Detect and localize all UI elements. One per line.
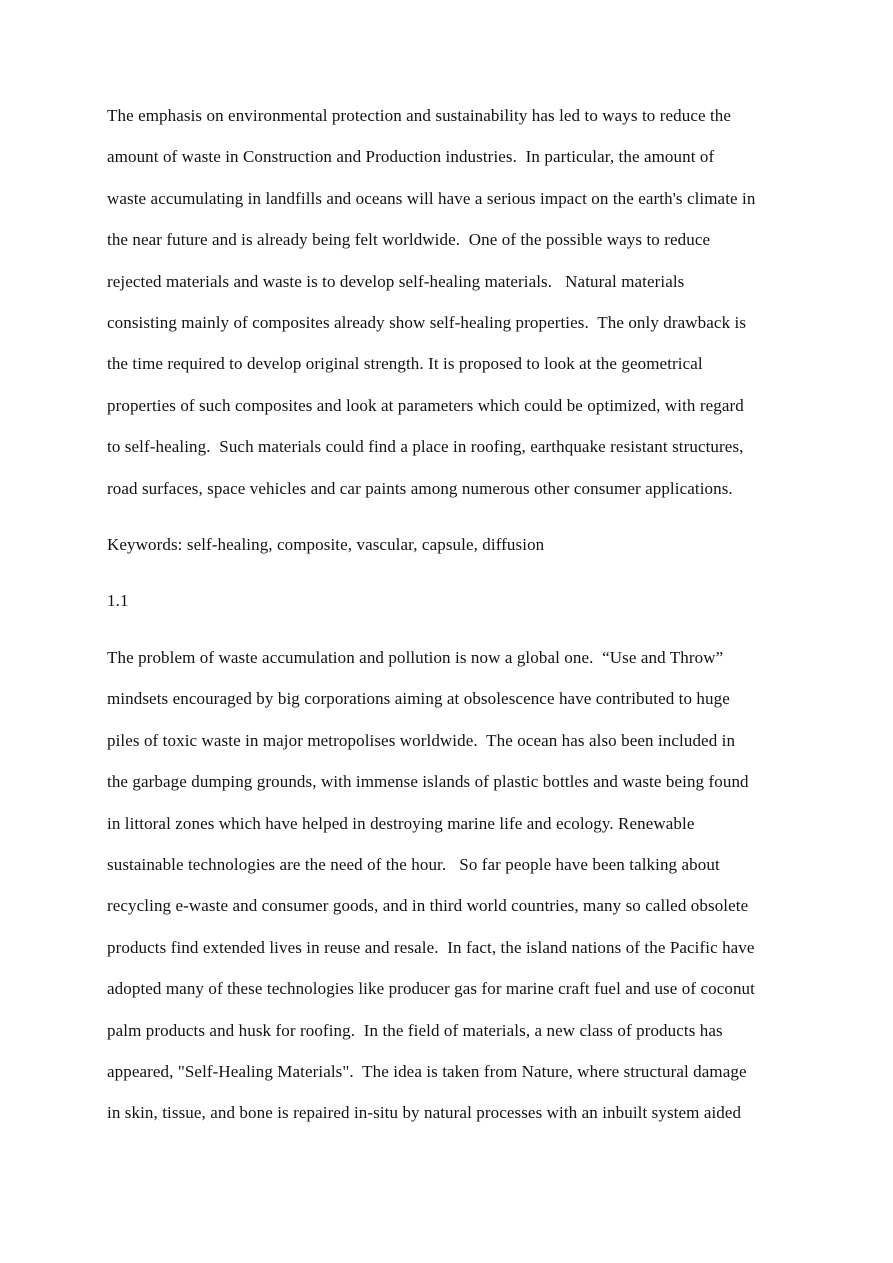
text-line: piles of toxic waste in major metropolises worldwide. The ocean has also been included in — [107, 730, 736, 750]
text-line: the garbage dumping grounds, with immense islands of plastic bottles and waste being found — [107, 772, 749, 792]
text-line: 1.1 — [107, 591, 129, 611]
text-line: products find extended lives in reuse and resale. In fact, the island nations of the Pacific have — [107, 937, 755, 957]
text-line: mindsets encouraged by big corporations aiming at obsolescence have contributed to huge — [107, 689, 730, 709]
text-line: properties of such composites and look at parameters which could be optimized, with regard — [107, 395, 744, 415]
text-line: recycling e-waste and consumer goods, and in third world countries, many so called obsolete — [107, 896, 749, 916]
abstract-paragraph — [107, 95, 797, 509]
text-line: rejected materials and waste is to develop self-healing materials. Natural materials — [107, 271, 685, 291]
keywords-line — [107, 524, 797, 565]
text-line: The emphasis on environmental protection and sustainability has led to ways to reduce the — [107, 106, 732, 125]
text-line: in littoral zones which have helped in destroying marine life and ecology. Renewable — [107, 813, 695, 833]
text-line: amount of waste in Construction and Production industries. In particular, the amount of — [107, 147, 715, 167]
document-text-content — [107, 95, 797, 1149]
text-line: sustainable technologies are the need of the hour. So far people have been talking about — [107, 854, 720, 874]
text-line: The problem of waste accumulation and pollution is now a global one. “Use and Throw” — [107, 647, 724, 667]
text-line: adopted many of these technologies like producer gas for marine craft fuel and use of coconut — [107, 979, 755, 999]
text-line: to self-healing. Such materials could find a place in roofing, earthquake resistant structures, — [107, 437, 744, 457]
text-line: in skin, tissue, and bone is repaired in-situ by natural processes with an inbuilt system aided — [107, 1103, 742, 1123]
text-line: Keywords: self-healing, composite, vascular, capsule, diffusion — [107, 535, 545, 555]
text-line: road surfaces, space vehicles and car paints among numerous other consumer applications. — [107, 478, 733, 498]
section-heading-1-1 — [107, 580, 797, 621]
text-line: waste accumulating in landfills and oceans will have a serious impact on the earth's climate in — [107, 188, 756, 208]
text-line: the near future and is already being felt worldwide. One of the possible ways to reduce — [107, 230, 711, 250]
text-line: consisting mainly of composites already show self-healing properties. The only drawback is — [107, 313, 747, 333]
intro-paragraph — [107, 637, 797, 1134]
text-line: palm products and husk for roofing. In the field of materials, a new class of products has — [107, 1020, 723, 1040]
text-line: the time required to develop original strength. It is proposed to look at the geometrical — [107, 354, 703, 374]
text-line: appeared, "Self-Healing Materials". The idea is taken from Nature, where structural damage — [107, 1061, 747, 1081]
